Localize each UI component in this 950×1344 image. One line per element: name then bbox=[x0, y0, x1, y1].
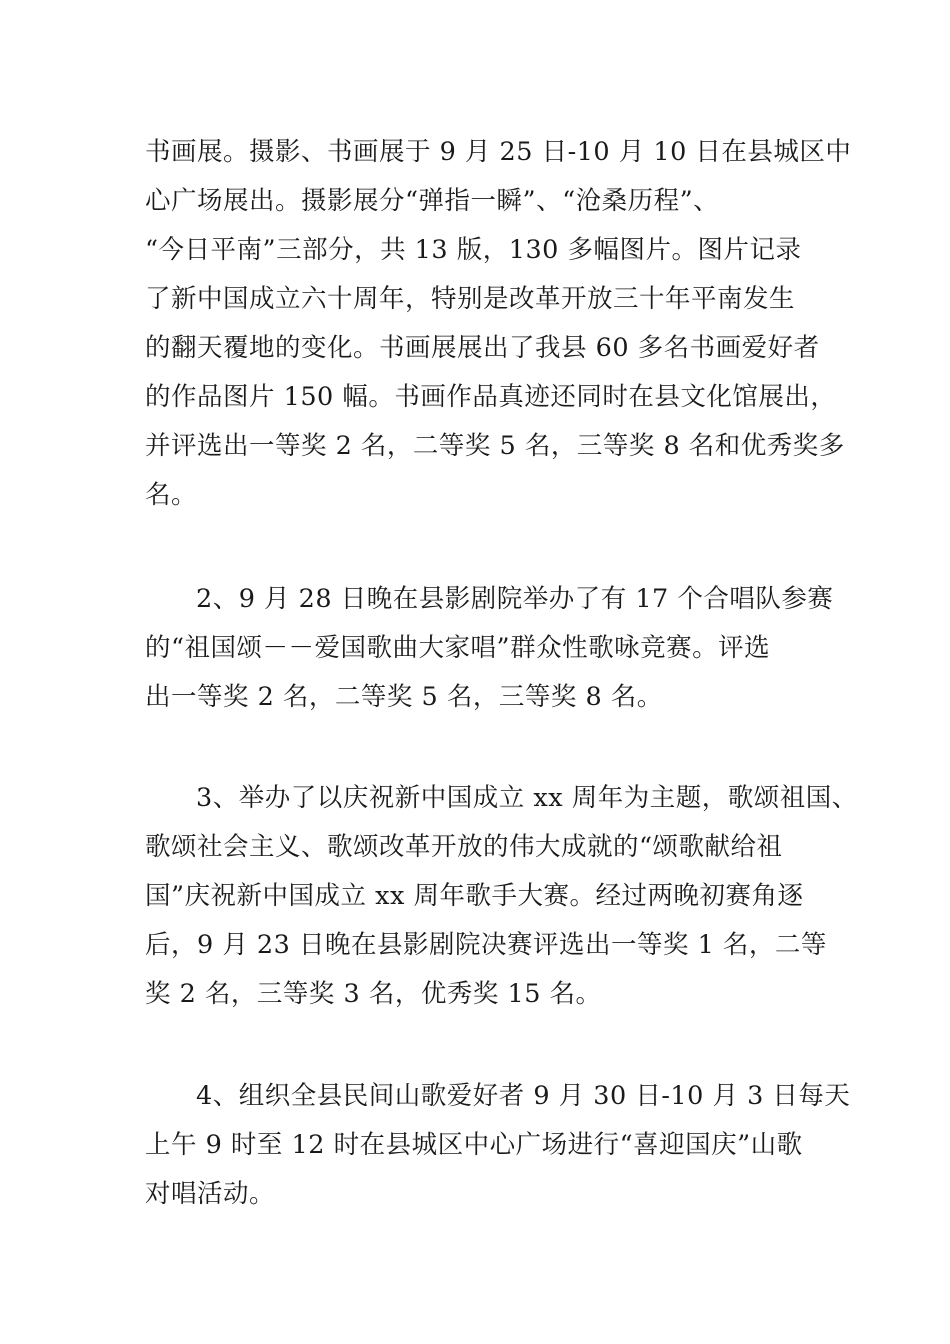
paragraph-1-line-2: 心广场展出。摄影展分“弹指一瞬”、“沧桑历程”、 bbox=[145, 186, 720, 216]
paragraph-1-line-1: 书画展。摄影、书画展于 9 月 25 日-10 月 10 日在县城区中 bbox=[145, 137, 852, 167]
paragraph-3-line-3: 国”庆祝新中国成立 xx 周年歌手大赛。经过两晚初赛角逐 bbox=[145, 881, 804, 911]
paragraph-3-line-4: 后，9 月 23 日晚在县影剧院决赛评选出一等奖 1 名，二等 bbox=[145, 930, 827, 960]
paragraph-4-line-2: 上午 9 时至 12 时在县城区中心广场进行“喜迎国庆”山歌 bbox=[145, 1130, 803, 1160]
paragraph-3-line-2: 歌颂社会主义、歌颂改革开放的伟大成就的“颂歌献给祖 bbox=[145, 832, 783, 862]
paragraph-3-line-1: 3、举办了以庆祝新中国成立 xx 周年为主题，歌颂祖国、 bbox=[196, 783, 858, 813]
paragraph-1-line-8: 名。 bbox=[145, 480, 198, 510]
paragraph-1-line-4: 了新中国成立六十周年，特别是改革开放三十年平南发生 bbox=[145, 284, 796, 314]
paragraph-1-line-6: 的作品图片 150 幅。书画作品真迹还同时在县文化馆展出， bbox=[145, 382, 837, 412]
paragraph-1-line-3: “今日平南”三部分，共 13 版，130 多幅图片。图片记录 bbox=[145, 235, 802, 265]
paragraph-4-line-1: 4、组织全县民间山歌爱好者 9 月 30 日-10 月 3 日每天 bbox=[196, 1081, 851, 1111]
paragraph-4-line-3: 对唱活动。 bbox=[145, 1179, 276, 1209]
paragraph-1-line-5: 的翻天覆地的变化。书画展展出了我县 60 多名书画爱好者 bbox=[145, 333, 820, 363]
paragraph-1-line-7: 并评选出一等奖 2 名，二等奖 5 名，三等奖 8 名和优秀奖多 bbox=[145, 431, 845, 461]
paragraph-2-line-3: 出一等奖 2 名，二等奖 5 名，三等奖 8 名。 bbox=[145, 682, 663, 712]
paragraph-2-line-2: 的“祖国颂－－爱国歌曲大家唱”群众性歌咏竞赛。评选 bbox=[145, 633, 771, 663]
paragraph-3-line-5: 奖 2 名，三等奖 3 名，优秀奖 15 名。 bbox=[145, 979, 602, 1009]
paragraph-2-line-1: 2、9 月 28 日晚在县影剧院举办了有 17 个合唱队参赛 bbox=[196, 584, 834, 614]
